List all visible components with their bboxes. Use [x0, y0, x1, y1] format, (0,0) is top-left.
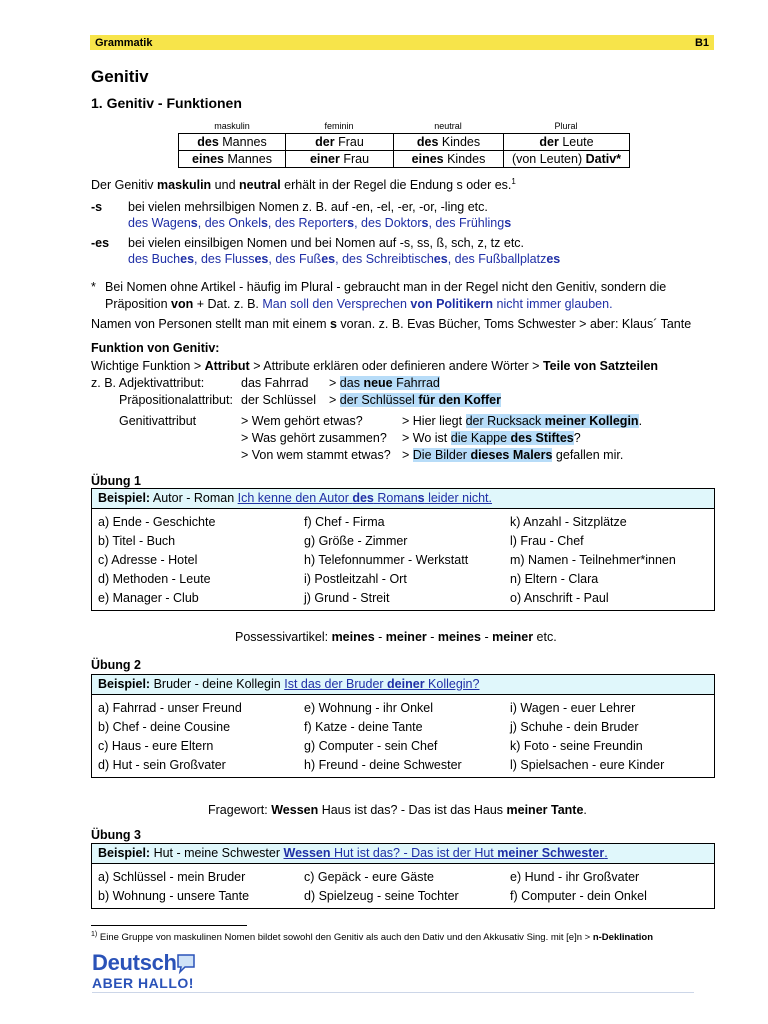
exercise-item: e) Hund - ihr Großvater: [510, 870, 640, 884]
es-rule-text: bei vielen einsilbigen Nomen und bei Nomen auf -s, ss, ß, sch, z, tz etc.: [128, 236, 525, 250]
logo-deutsch: Deutsch: [92, 950, 177, 975]
adj-base: das Fahrrad: [241, 376, 309, 390]
exercise-item: l) Frau - Chef: [510, 534, 584, 548]
gen-question: > Was gehört zusammen?: [241, 431, 387, 445]
exercise-item: o) Anschrift - Paul: [510, 591, 609, 605]
genitiv-rule: Der Genitiv maskulin und neutral erhält in der Regel die Endung s oder es.$^1$: [91, 177, 516, 193]
exercise-item: e) Manager - Club: [98, 591, 199, 605]
exercise-item: c) Haus - eure Eltern: [98, 739, 214, 753]
uebung2-items: [92, 695, 714, 777]
gen-answer: > Die Bilder dieses Malers gefallen mir.: [402, 448, 624, 462]
col-head-maskulin: maskulin: [214, 121, 250, 131]
table-cell: eines Mannes: [179, 151, 286, 168]
logo-speech-icon: [176, 953, 196, 975]
exercise-item: b) Chef - deine Cousine: [98, 720, 231, 734]
uebung2-beispiel: Beispiel: Bruder - deine Kollegin Ist das der Bruder deiner Kollegin?: [92, 675, 714, 695]
s-rule-examples: des Wagens, des Onkels, des Reporters, des Doktors, des Frühlings: [128, 216, 512, 230]
note-line2: Präposition von + Dat. z. B. Man soll den Versprechen von Politikern nicht immer glauben.: [105, 297, 613, 311]
footnote-divider: [91, 925, 247, 926]
gen-question: > Wem gehört etwas?: [241, 414, 363, 428]
exercise-item: k) Anzahl - Sitzplätze: [510, 515, 627, 529]
section-title: 1. Genitiv - Funktionen: [91, 95, 242, 111]
article-table: [178, 133, 630, 168]
footnote: $^{1)}$ Eine Gruppe von maskulinen Nomen bildet sowohl den Genitiv als auch den Dativ und den Akkusativ Sing. mit [e]n > n-Deklination: [91, 931, 654, 944]
header-left: Grammatik: [95, 36, 153, 49]
exercise-item: g) Computer - sein Chef: [304, 739, 438, 753]
es-rule-label: -es: [91, 236, 110, 250]
exercise-item: a) Fahrrad - unser Freund: [98, 701, 242, 715]
col-head-plural: Plural: [554, 121, 578, 131]
note-line1: Bei Nomen ohne Artikel - häufig im Plural - gebraucht man in der Regel nicht den Genitiv, sondern die: [105, 280, 667, 294]
uebung3-items: [92, 864, 714, 908]
page-title: Genitiv: [91, 67, 149, 86]
exercise-item: g) Größe - Zimmer: [304, 534, 408, 548]
table-row: [179, 151, 630, 168]
prep-example: > der Schlüssel für den Koffer: [329, 393, 501, 407]
adj-label: z. B. Adjektivattribut:: [91, 376, 205, 390]
gen-answer: > Hier liegt der Rucksack meiner Kollegin.: [402, 414, 643, 428]
exercise-item: m) Namen - Teilnehmer*innen: [510, 553, 676, 567]
exercise-item: h) Telefonnummer - Werkstatt: [304, 553, 469, 567]
funktion-line: Wichtige Funktion > Attribut > Attribute erklären oder definieren andere Wörter > Teile von Satzteilen: [91, 359, 659, 373]
exercise-item: i) Wagen - euer Lehrer: [510, 701, 636, 715]
table-cell: der Leute: [504, 134, 630, 151]
exercise-item: d) Hut - sein Großvater: [98, 758, 226, 772]
note-star: *: [91, 280, 96, 294]
col-head-neutral: neutral: [434, 121, 462, 131]
uebung3-title: Übung 3: [91, 828, 141, 842]
exercise-item: k) Foto - seine Freundin: [510, 739, 643, 753]
uebung1-title: Übung 1: [91, 474, 141, 488]
exercise-item: d) Spielzeug - seine Tochter: [304, 889, 459, 903]
exercise-item: e) Wohnung - ihr Onkel: [304, 701, 433, 715]
exercise-item: a) Schlüssel - mein Bruder: [98, 870, 246, 884]
uebung1-box: [91, 488, 715, 611]
uebung1-beispiel: Beispiel: Autor - Roman Ich kenne den Autor des Romans leider nicht.: [92, 489, 714, 509]
gen-question: > Von wem stammt etwas?: [241, 448, 391, 462]
col-head-feminin: feminin: [324, 121, 354, 131]
uebung2-box: [91, 674, 715, 778]
adj-example: > das neue Fahrrad: [329, 376, 440, 390]
names-rule: Namen von Personen stellt man mit einem s voran. z. B. Evas Bücher, Toms Schwester > aber: Klaus´ Tante: [91, 317, 692, 331]
table-cell: eines Kindes: [394, 151, 504, 168]
exercise-item: b) Wohnung - unsere Tante: [98, 889, 250, 903]
exercise-item: c) Gepäck - eure Gäste: [304, 870, 434, 884]
uebung2-title: Übung 2: [91, 658, 141, 672]
exercise-item: j) Schuhe - dein Bruder: [510, 720, 639, 734]
exercise-item: f) Computer - dein Onkel: [510, 889, 647, 903]
s-rule-text: bei vielen mehrsilbigen Nomen z. B. auf -en, -el, -er, -or, -ling etc.: [128, 200, 488, 214]
exercise-item: l) Spielsachen - eure Kinder: [510, 758, 665, 772]
exercise-item: f) Chef - Firma: [304, 515, 385, 529]
es-rule-examples: des Buches, des Flusses, des Fußes, des Schreibtisches, des Fußballplatzes: [128, 252, 561, 266]
possessiv-line: Possessivartikel: meines - meiner - meines - meiner etc.: [235, 630, 557, 644]
table-row: [179, 134, 630, 151]
prep-base: der Schlüssel: [241, 393, 317, 407]
table-cell: (von Leuten) Dativ*: [504, 151, 630, 168]
uebung3-beispiel: Beispiel: Hut - meine Schwester Wessen Hut ist das? - Das ist der Hut meiner Schwester.: [92, 844, 714, 864]
exercise-item: b) Titel - Buch: [98, 534, 176, 548]
exercise-item: j) Grund - Streit: [304, 591, 390, 605]
exercise-item: h) Freund - deine Schwester: [304, 758, 462, 772]
header-bar: [90, 35, 714, 50]
logo-aber-hallo: ABER HALLO!: [92, 975, 194, 991]
gen-label: Genitivattribut: [119, 414, 197, 428]
table-cell: einer Frau: [286, 151, 394, 168]
gen-answer: > Wo ist die Kappe des Stiftes?: [402, 431, 581, 445]
exercise-item: d) Methoden - Leute: [98, 572, 211, 586]
s-rule-label: -s: [91, 200, 103, 214]
prep-label: Präpositionalattribut:: [119, 393, 233, 407]
exercise-item: c) Adresse - Hotel: [98, 553, 198, 567]
fragewort-line: Fragewort: Wessen Haus ist das? - Das ist das Haus meiner Tante.: [208, 803, 587, 817]
table-cell: der Frau: [286, 134, 394, 151]
funktion-title: Funktion von Genitiv:: [91, 341, 220, 355]
exercise-item: a) Ende - Geschichte: [98, 515, 216, 529]
bottom-divider: [92, 992, 694, 993]
header-right: B1: [694, 36, 709, 49]
uebung3-box: [91, 843, 715, 909]
table-cell: des Mannes: [179, 134, 286, 151]
exercise-item: n) Eltern - Clara: [510, 572, 599, 586]
exercise-item: f) Katze - deine Tante: [304, 720, 423, 734]
uebung1-items: [92, 509, 714, 610]
exercise-item: i) Postleitzahl - Ort: [304, 572, 407, 586]
table-cell: des Kindes: [394, 134, 504, 151]
